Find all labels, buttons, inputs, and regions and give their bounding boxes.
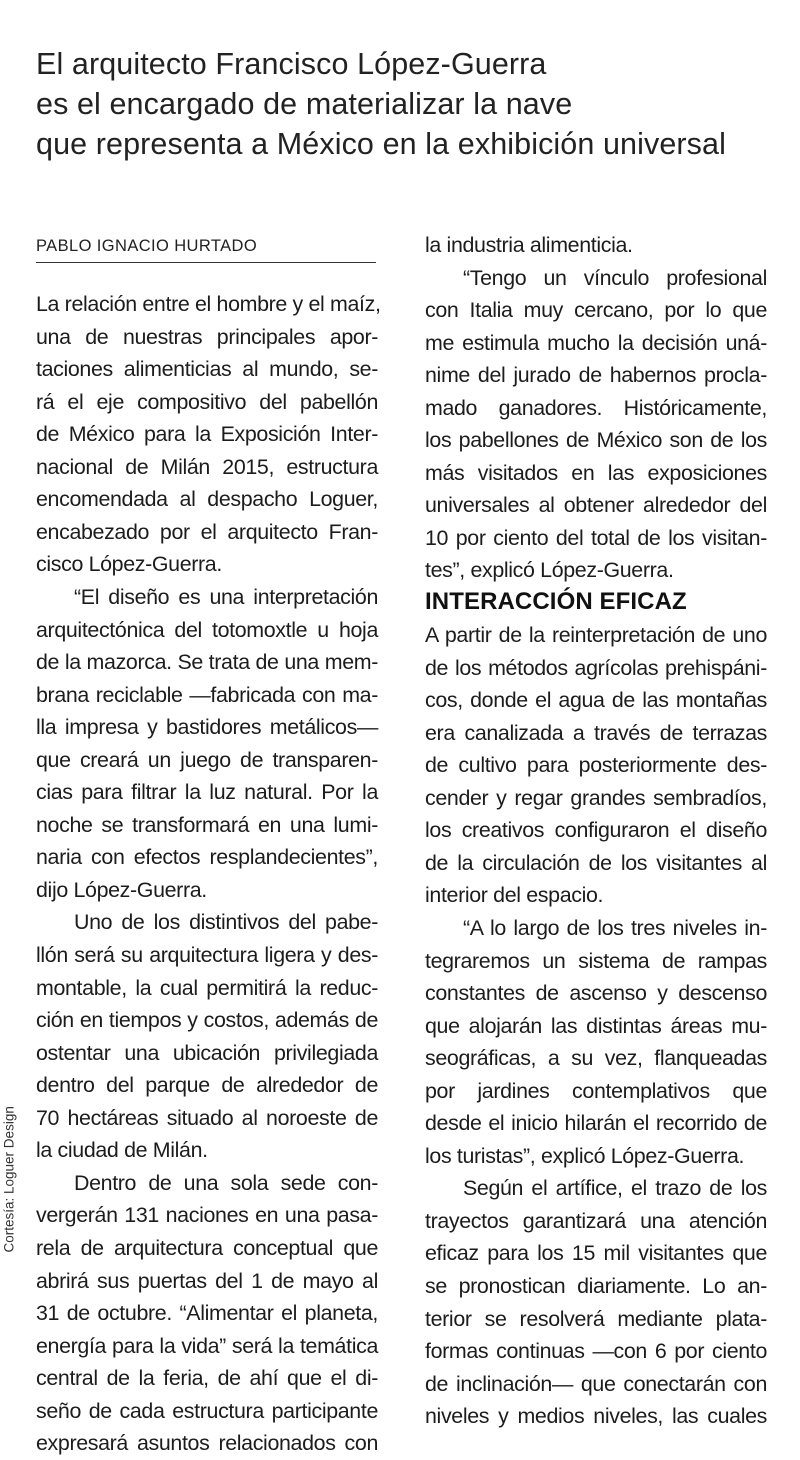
section-subhead: INTERACCIÓN EFICAZ xyxy=(425,588,687,615)
body-text-line: vergerán 131 naciones en una pasa- xyxy=(36,1203,378,1228)
body-text-line: interior del espacio. xyxy=(425,883,604,908)
body-text-line: seño de cada estructura participante xyxy=(36,1398,378,1423)
body-text-line: naria con efectos resplandecientes”, xyxy=(36,845,378,870)
headline-line: es el encargado de materializar la nave xyxy=(36,87,573,121)
body-text-line: cender y regar grandes sembradíos, xyxy=(425,785,767,810)
body-text-line: Dentro de una sola sede con- xyxy=(74,1170,378,1195)
body-text-line: rela de arquitectura conceptual que xyxy=(36,1235,378,1260)
body-text-line: abrirá sus puertas del 1 de mayo al xyxy=(36,1268,378,1293)
body-text-line: una de nuestras principales apor- xyxy=(36,324,378,349)
body-text-line: dentro del parque de alrededor de xyxy=(36,1073,378,1098)
byline: PABLO IGNACIO HURTADO xyxy=(36,237,376,263)
body-text-line: de la circulación de los visitantes al xyxy=(425,850,767,875)
body-text-line: por jardines contemplativos que xyxy=(425,1078,767,1103)
body-text-line: 10 por ciento del total de los visitan- xyxy=(425,525,767,550)
body-text-line: con Italia muy cercano, por lo que xyxy=(425,298,767,322)
body-text-line: energía para la vida” será la temática xyxy=(36,1333,378,1358)
body-text-line: 70 hectáreas situado al noroeste de xyxy=(36,1105,378,1130)
body-text-line: cias para filtrar la luz natural. Por la xyxy=(36,780,378,805)
body-text-line: formas continuas —con 6 por ciento xyxy=(425,1339,767,1364)
body-text-line: nacional de Milán 2015, estructura xyxy=(36,454,378,479)
body-text-line: arquitectónica del totomoxtle u hoja xyxy=(36,617,378,642)
body-text-line: nime del jurado de habernos procla- xyxy=(425,363,767,387)
headline-line: que representa a México en la exhibición universal xyxy=(36,127,726,161)
body-text-line: A partir de la reinterpretación de uno xyxy=(425,623,767,647)
body-text-line: desde el inicio hilarán el recorrido de xyxy=(425,1111,767,1136)
body-text-line: terior se resolverá mediante plata- xyxy=(425,1306,767,1331)
body-text-line: trayectos garantizará una atención xyxy=(425,1208,767,1233)
photo-credit: Cortesía: Loguer Design xyxy=(1,1106,17,1253)
body-text-line: constantes de ascenso y descenso xyxy=(425,981,767,1006)
body-text-line: central de la feria, de ahí que el di- xyxy=(36,1366,378,1391)
body-text-line: 31 de octubre. “Alimentar el planeta, xyxy=(36,1301,378,1326)
body-text-line: la ciudad de Milán. xyxy=(36,1138,208,1163)
body-text-line: “A lo largo de los tres niveles in- xyxy=(463,915,767,940)
body-text-line: cos, donde el agua de las montañas xyxy=(425,688,767,713)
headline xyxy=(36,44,776,164)
body-text-line: llón será su arquitectura ligera y des- xyxy=(36,943,378,967)
body-text-line: los pabellones de México son de los xyxy=(425,428,767,452)
body-text-line: de México para la Exposición Inter- xyxy=(36,422,378,447)
body-text-line: era canalizada a través de terrazas xyxy=(425,720,767,745)
body-text-line: “Tengo un vínculo profesional xyxy=(463,265,767,290)
body-text-line: taciones alimenticias al mundo, se- xyxy=(36,357,378,382)
body-text-line: ostentar una ubicación privilegiada xyxy=(36,1040,378,1065)
body-text-line: Uno de los distintivos del pabe- xyxy=(74,910,378,935)
body-text-line: encomendada al despacho Loguer, xyxy=(36,487,378,512)
body-text-line: La relación entre el hombre y el maíz, xyxy=(36,292,381,316)
body-text-line: expresará asuntos relacionados con xyxy=(36,1431,378,1456)
body-text-line: brana reciclable —fabricada con ma- xyxy=(36,682,378,707)
body-text-line: noche se transformará en una lumi- xyxy=(36,812,378,837)
body-text-line: la industria alimenticia. xyxy=(425,233,633,257)
body-text-line: de cultivo para posteriormente des- xyxy=(425,753,767,778)
body-text-line: eficaz para los 15 mil visitantes que xyxy=(425,1241,767,1266)
body-text-line: rá el eje compositivo del pabellón xyxy=(36,389,378,414)
body-text-line: de la mazorca. Se trata de una mem- xyxy=(36,650,378,675)
body-text-line: más visitados en las exposiciones xyxy=(425,460,767,485)
body-text-line: lla impresa y bastidores metálicos— xyxy=(36,715,378,740)
body-text-line: tes”, explicó López-Guerra. xyxy=(425,558,674,582)
body-text-line: los turistas”, explicó López-Guerra. xyxy=(425,1143,745,1168)
body-text-line: de inclinación— que conectarán con xyxy=(425,1371,767,1396)
body-text-line: montable, la cual permitirá la reduc- xyxy=(36,975,378,1000)
body-text-line: “El diseño es una interpretación xyxy=(74,584,378,609)
body-text-line: tegraremos un sistema de rampas xyxy=(425,948,767,973)
body-text-line: de los métodos agrícolas prehispáni- xyxy=(425,655,767,680)
body-text-line: universales al obtener alrededor del xyxy=(425,493,767,517)
body-text-line: cisco López-Guerra. xyxy=(36,552,222,577)
body-text-line: dijo López-Guerra. xyxy=(36,877,207,902)
body-text-line: seográficas, a su vez, flanqueadas xyxy=(425,1046,767,1071)
body-text-line: mado ganadores. Históricamente, xyxy=(425,395,767,420)
body-text-line: Según el artífice, el trazo de los xyxy=(463,1176,767,1201)
body-text-line: los creativos configuraron el diseño xyxy=(425,818,767,843)
headline-line: El arquitecto Francisco López-Guerra xyxy=(36,47,547,81)
body-text-line: que alojarán las distintas áreas mu- xyxy=(425,1013,767,1038)
body-text-line: se pronostican diariamente. Lo an- xyxy=(425,1274,767,1298)
body-text-line: encabezado por el arquitecto Fran- xyxy=(36,519,378,544)
body-text-line: que creará un juego de transparen- xyxy=(36,747,378,772)
body-text-line: niveles y medios niveles, las cuales xyxy=(425,1404,767,1429)
body-text-line: ción en tiempos y costos, además de xyxy=(36,1008,378,1033)
body-text-line: me estimula mucho la decisión uná- xyxy=(425,330,767,355)
